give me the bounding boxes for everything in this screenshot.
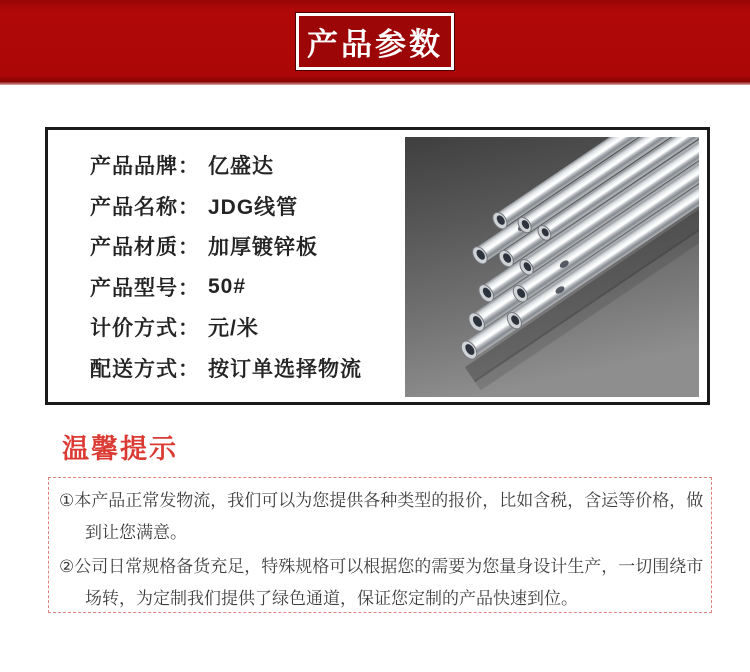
tips-box <box>48 477 712 613</box>
spec-value: 元/米 <box>208 317 259 341</box>
conduit-pipes-illustration <box>405 137 699 397</box>
spec-label: 产品品牌： <box>90 155 200 179</box>
spec-label: 计价方式： <box>90 317 200 341</box>
spec-row-shipping <box>90 348 362 389</box>
spec-list <box>90 145 362 388</box>
spec-value: 亿盛达 <box>208 155 274 179</box>
product-photo-conduit-pipes <box>405 137 699 397</box>
tip-note-2: ②公司日常规格备货充足，特殊规格可以根据您的需要为您量身设计生产，一切围绕市场转，为定制我们提供了绿色通道，保证您定制的产品快速到位。 <box>59 557 704 608</box>
page-title-box <box>296 13 454 70</box>
product-spec-box <box>45 127 710 405</box>
tips-title: 温馨提示 <box>62 434 178 464</box>
spec-label: 配送方式： <box>90 357 200 381</box>
spec-label: 产品名称： <box>90 195 200 219</box>
spec-label: 产品型号： <box>90 276 200 300</box>
spec-value: 50# <box>208 274 247 298</box>
spec-value: JDG线管 <box>208 195 299 219</box>
tip-note-1: ①本产品正常发物流，我们可以为您提供各种类型的报价，比如含税，含运等价格，做到让您满意。 <box>59 491 704 542</box>
spec-row-model <box>90 267 362 308</box>
header-banner <box>0 0 750 85</box>
spec-row-pricing <box>90 307 362 348</box>
spec-row-material <box>90 226 362 267</box>
spec-row-name <box>90 186 362 227</box>
spec-value: 按订单选择物流 <box>208 357 362 381</box>
spec-label: 产品材质： <box>90 236 200 260</box>
spec-value: 加厚镀锌板 <box>208 236 318 260</box>
spec-row-brand <box>90 145 362 186</box>
page-title: 产品参数 <box>307 27 443 62</box>
